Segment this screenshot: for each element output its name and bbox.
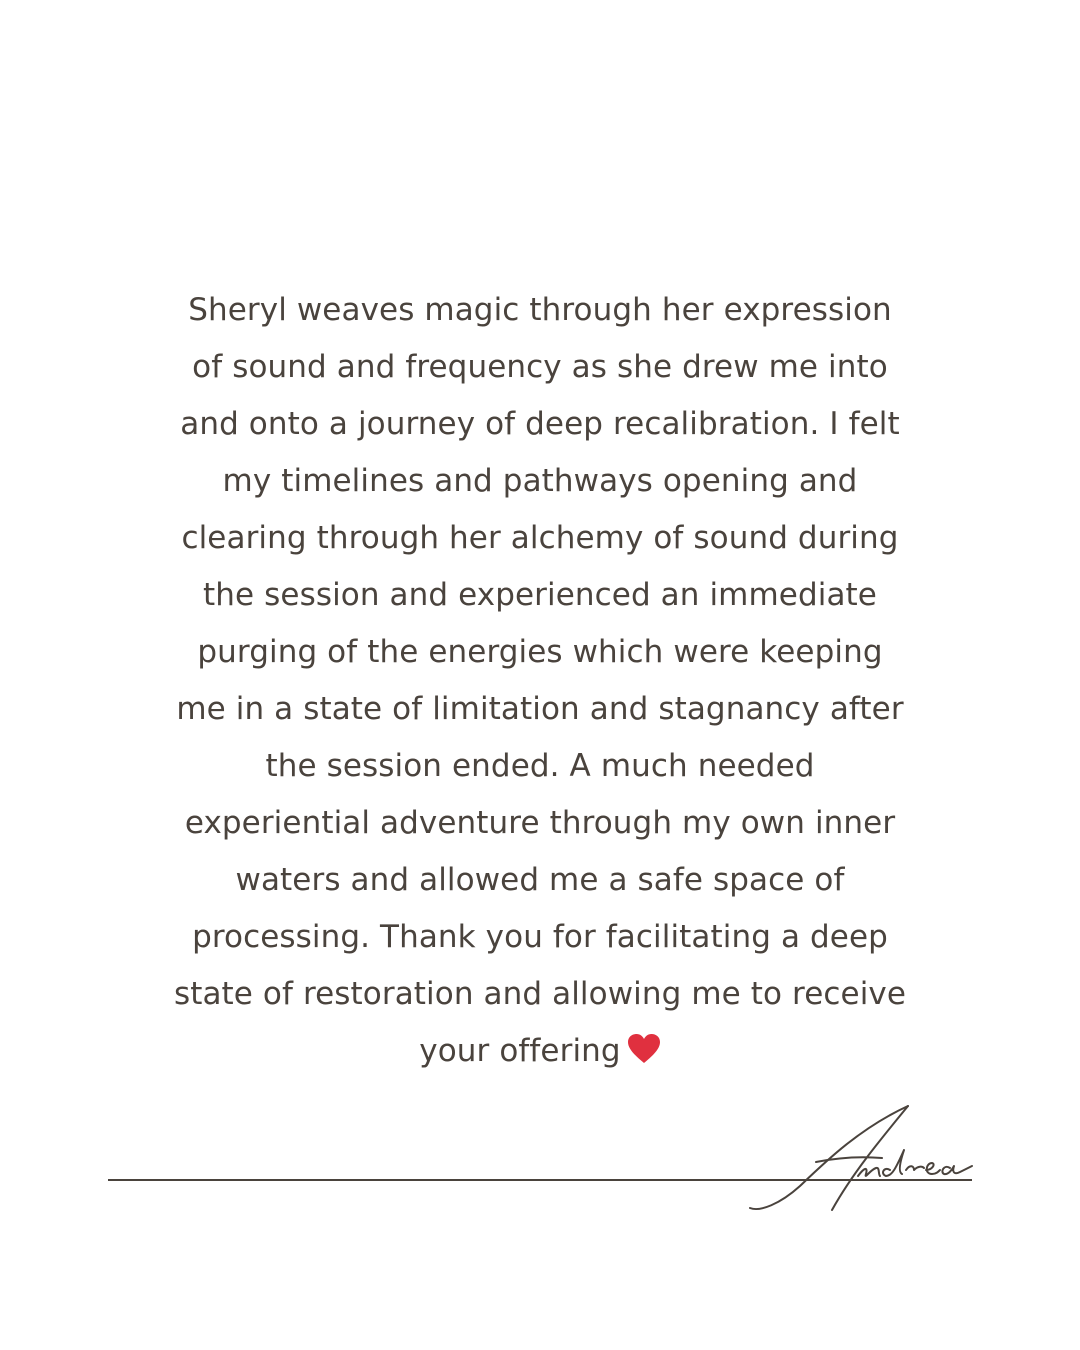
testimonial-line-5: clearing through her alchemy of sound during xyxy=(181,520,899,556)
testimonial-last-text: your offering xyxy=(419,1033,621,1069)
handwritten-signature xyxy=(740,1100,980,1220)
testimonial-line-3: and onto a journey of deep recalibration. I felt xyxy=(180,406,900,442)
testimonial-line-12: processing. Thank you for facilitating a deep xyxy=(192,919,888,955)
testimonial-line-14 xyxy=(160,1023,920,1080)
testimonial-line-11: waters and allowed me a safe space of xyxy=(235,862,845,898)
testimonial-line-10: experiential adventure through my own inner xyxy=(184,805,896,841)
testimonial-line-2: of sound and frequency as she drew me into xyxy=(192,349,888,385)
testimonial-line-7: purging of the energies which were keeping xyxy=(197,634,883,670)
testimonial-line-8: me in a state of limitation and stagnancy after xyxy=(176,691,904,727)
testimonial-text xyxy=(160,282,920,1080)
red-heart-icon xyxy=(627,1033,661,1065)
testimonial-line-1: Sheryl weaves magic through her expression xyxy=(188,292,892,328)
testimonial-line-6: the session and experienced an immediate xyxy=(203,577,877,613)
testimonial-line-9: the session ended. A much needed xyxy=(265,748,815,784)
testimonial-line-4: my timelines and pathways opening and xyxy=(222,463,858,499)
testimonial-line-13: state of restoration and allowing me to receive xyxy=(173,976,907,1012)
